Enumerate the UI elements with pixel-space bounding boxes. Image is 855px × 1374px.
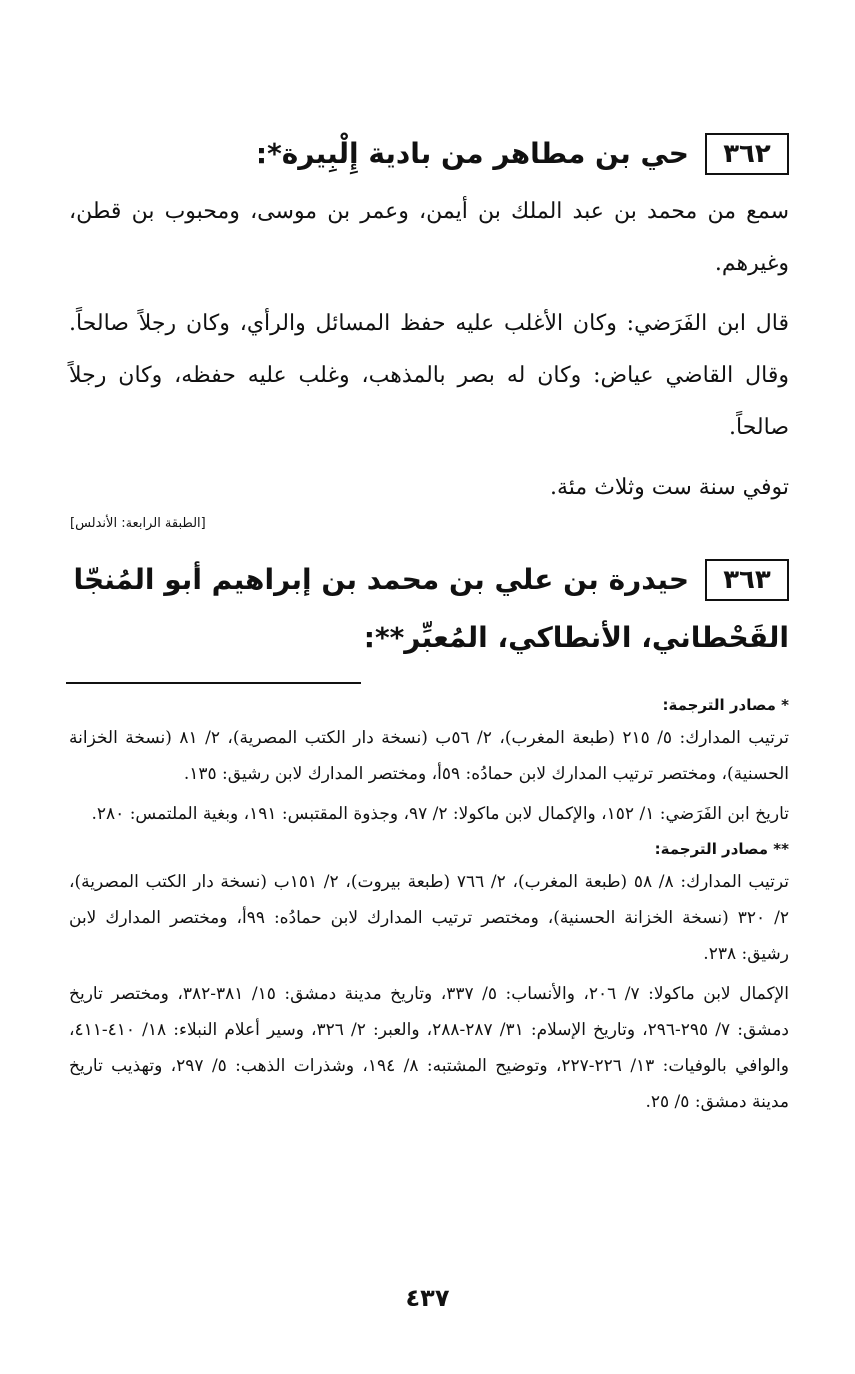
entry-362-body <box>69 186 789 514</box>
entry-title: حيدرة بن علي بن محمد بن إبراهيم أبو المُنجّا <box>73 563 689 596</box>
footnote-heading: ** مصادر الترجمة: <box>654 840 789 858</box>
footnote-paragraph: ترتيب المدارك: ٨/ ٥٨ (طبعة المغرب)، ٢/ ٧٦٦ (طبعة بيروت)، ٢/ ١٥١ب (نسخة دار الكتب المصرية)، ٢/ ٣٢٠ (نسخة الخزانة الحسنية)، ومختصر ترتيب المدارك لابن حمادُه: ٩٩أ، ومختصر المدارك لابن رشيق: ٢٣٨. <box>69 872 789 964</box>
footnote-paragraph: ترتيب المدارك: ٥/ ٢١٥ (طبعة المغرب)، ٢/ ٥٦ب (نسخة دار الكتب المصرية)، ٢/ ٨١ (نسخة الخزانة الحسنية)، ومختصر ترتيب المدارك لابن حمادُه: ٥٩أ، ومختصر المدارك لابن رشيق: ١٣٥. <box>69 728 789 784</box>
footnote-paragraph: تاريخ ابن الفَرَضي: ١/ ١٥٢، والإكمال لابن ماكولا: ٢/ ٩٧، وجذوة المقتبس: ١٩١، وبغية الملتمس: ٢٨٠. <box>91 804 789 824</box>
entry-title: حي بن مطاهر من بادية إِلْبِيرة*: <box>255 137 689 170</box>
entry-number-box: ٣٦٢ <box>705 133 789 175</box>
layer-tag: [الطبقة الرابعة: الأندلس] <box>70 516 206 531</box>
paragraph: سمع من محمد بن عبد الملك بن أيمن، وعمر بن موسى، ومحبوب بن قطن، وغيرهم. <box>69 199 789 276</box>
entry-363-heading <box>74 554 790 606</box>
footnote-paragraph: الإكمال لابن ماكولا: ٧/ ٢٠٦، والأنساب: ٥/ ٣٣٧، وتاريخ مدينة دمشق: ١٥/ ٣٨١-٣٨٢، ومختصر تاريخ دمشق: ٧/ ٢٩٥-٢٩٦، وتاريخ الإسلام: ٣١/ ٢٨٧-٢٨٨، والعبر: ٢/ ٣٢٦، وسير أعلام النبلاء: ١٨/ ٤١٠-٤١١، والوافي بالوفيات: ١٣/ ٢٢٦-٢٢٧، وتوضيح المشتبه: ٨/ ١٩٤، وشذرات الذهب: ٥/ ٢٩٧، وتهذيب تاريخ مدينة دمشق: ٥/ ٢٥. <box>69 984 790 1112</box>
entry-title-continuation: القَحْطاني، الأنطاكي، المُعبِّر**: <box>363 621 789 654</box>
footnotes <box>69 690 789 1120</box>
footnote-divider <box>66 682 361 684</box>
paragraph: قال ابن الفَرَضي: وكان الأغلب عليه حفظ المسائل والرأي، وكان رجلاً صالحاً. وقال القاضي عياض: وكان له بصر بالمذهب، وغلب عليه حفظه، وكان رجلاً صالحاً. <box>69 311 789 440</box>
entry-362-heading <box>256 128 789 180</box>
paragraph: توفي سنة ست وثلاث مئة. <box>549 475 789 500</box>
page-number: ٤٣٧ <box>405 1284 450 1312</box>
footnote-heading: * مصادر الترجمة: <box>662 696 789 714</box>
entry-number-box: ٣٦٣ <box>705 559 789 601</box>
